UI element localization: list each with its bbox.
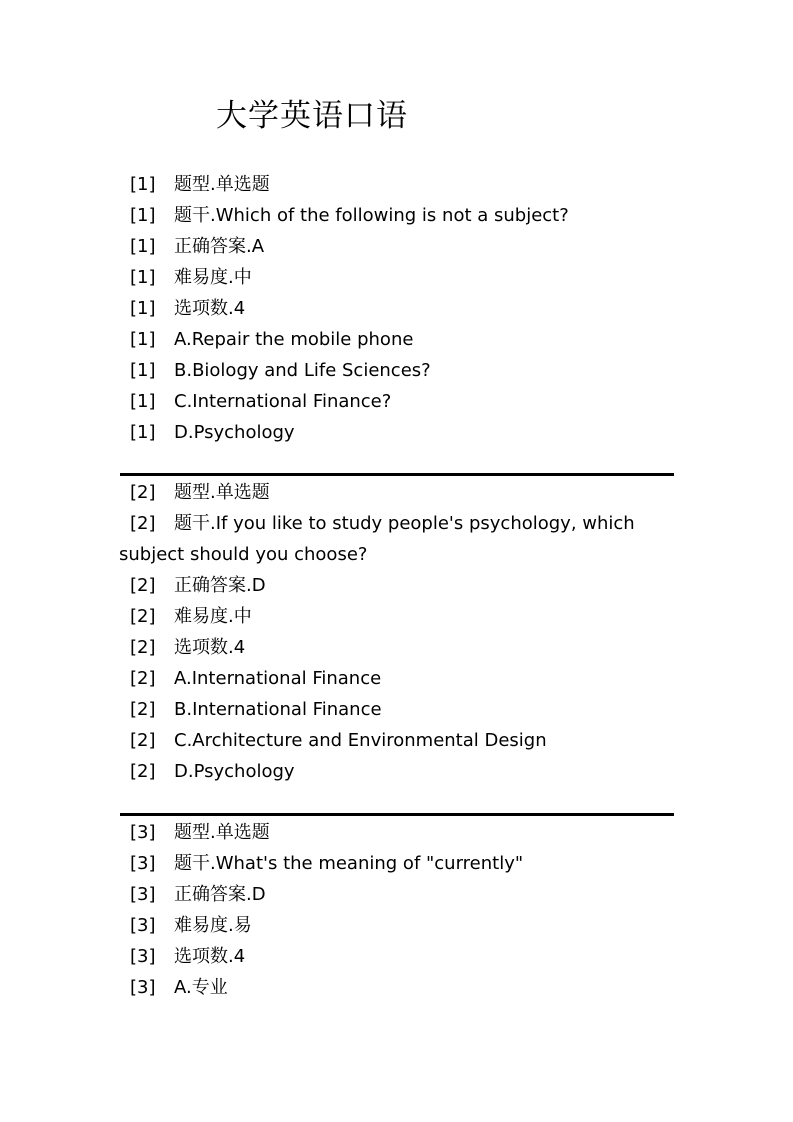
question-number: [2] [130, 513, 156, 534]
question-number: [3] [130, 853, 156, 874]
question-type: 题型.单选题 [174, 174, 270, 195]
question-line [119, 200, 675, 231]
question-number: [1] [130, 205, 156, 226]
question-line [119, 169, 675, 200]
question-number: [3] [130, 915, 156, 936]
question-type: 题型.单选题 [174, 822, 270, 843]
question-line [119, 941, 675, 972]
question-number: [1] [130, 236, 156, 257]
option-count: 选项数.4 [174, 946, 246, 967]
option-d: D.Psychology [174, 761, 295, 782]
question-block-1 [119, 169, 675, 448]
question-stem: 题干.Which of the following is not a subject? [174, 205, 569, 226]
question-number: [3] [130, 977, 156, 998]
question-block-2 [119, 477, 675, 787]
option-count: 选项数.4 [174, 298, 246, 319]
question-number: [2] [130, 699, 156, 720]
question-divider [120, 473, 674, 476]
question-block-3 [119, 817, 675, 1003]
question-line [119, 570, 675, 601]
question-line [119, 972, 675, 1003]
option-count: 选项数.4 [174, 637, 246, 658]
option-a: A.International Finance [174, 668, 382, 689]
question-line [119, 477, 675, 508]
question-line [119, 262, 675, 293]
option-b: B.Biology and Life Sciences? [174, 360, 431, 381]
question-stem: 题干.If you like to study people's psychology, which subject should you choose? [119, 513, 635, 565]
question-number: [1] [130, 422, 156, 443]
question-number: [1] [130, 360, 156, 381]
question-line [119, 231, 675, 262]
question-line [119, 508, 675, 570]
question-line [119, 632, 675, 663]
question-line [119, 386, 675, 417]
document-title: 大学英语口语 [216, 98, 408, 134]
question-number: [2] [130, 575, 156, 596]
option-a: A.专业 [174, 977, 228, 998]
question-line [119, 694, 675, 725]
difficulty: 难易度.易 [174, 915, 252, 936]
question-line [119, 756, 675, 787]
question-line [119, 663, 675, 694]
difficulty: 难易度.中 [174, 606, 252, 627]
question-number: [1] [130, 174, 156, 195]
option-d: D.Psychology [174, 422, 295, 443]
question-line [119, 910, 675, 941]
correct-answer: 正确答案.D [174, 884, 266, 905]
question-number: [2] [130, 482, 156, 503]
question-line [119, 417, 675, 448]
question-line [119, 817, 675, 848]
question-number: [1] [130, 267, 156, 288]
question-line [119, 324, 675, 355]
question-number: [2] [130, 761, 156, 782]
question-number: [1] [130, 298, 156, 319]
question-divider [120, 813, 674, 816]
question-line [119, 293, 675, 324]
question-type: 题型.单选题 [174, 482, 270, 503]
option-a: A.Repair the mobile phone [174, 329, 414, 350]
difficulty: 难易度.中 [174, 267, 252, 288]
question-number: [2] [130, 637, 156, 658]
option-b: B.International Finance [174, 699, 382, 720]
correct-answer: 正确答案.A [174, 236, 265, 257]
correct-answer: 正确答案.D [174, 575, 266, 596]
question-line [119, 355, 675, 386]
question-line [119, 601, 675, 632]
question-number: [2] [130, 730, 156, 751]
question-number: [3] [130, 946, 156, 967]
question-line [119, 879, 675, 910]
option-c: C.Architecture and Environmental Design [174, 730, 547, 751]
question-number: [3] [130, 822, 156, 843]
question-number: [2] [130, 668, 156, 689]
question-number: [1] [130, 329, 156, 350]
question-stem: 题干.What's the meaning of "currently" [174, 853, 524, 874]
question-number: [3] [130, 884, 156, 905]
question-number: [2] [130, 606, 156, 627]
question-number: [1] [130, 391, 156, 412]
question-line [119, 848, 675, 879]
option-c: C.International Finance? [174, 391, 392, 412]
question-line [119, 725, 675, 756]
